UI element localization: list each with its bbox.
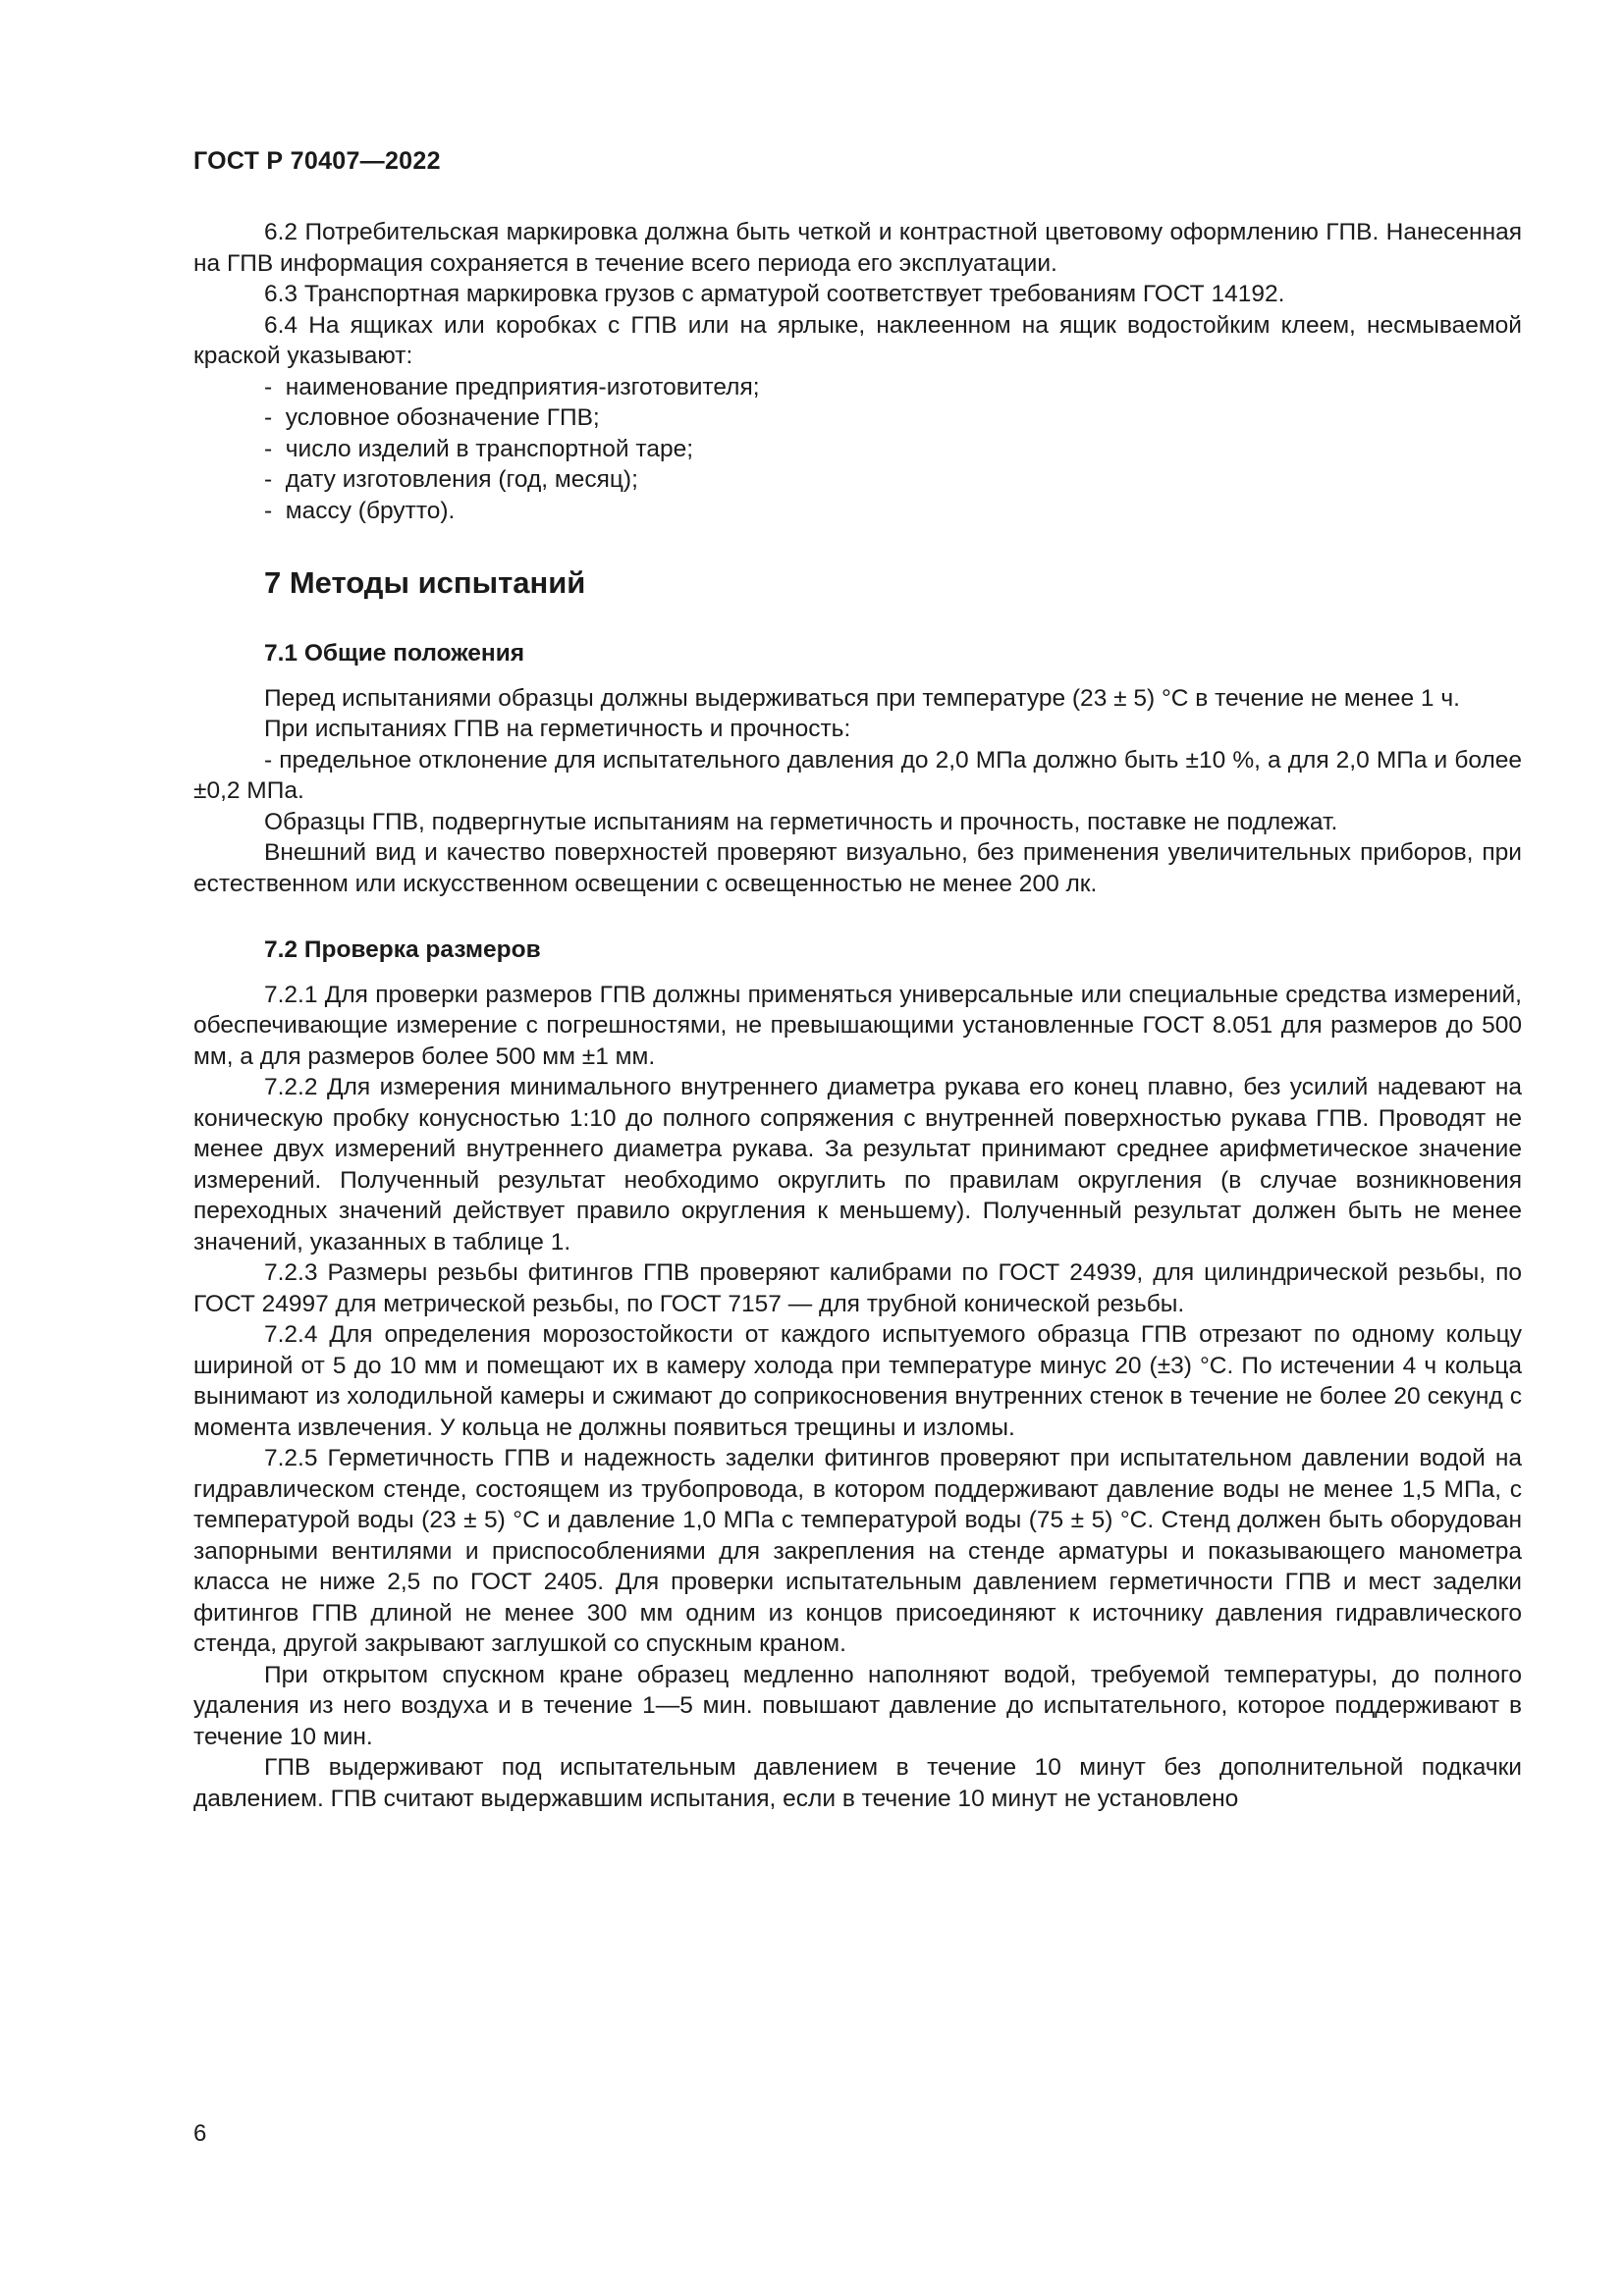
list-item: - наименование предприятия-изготовителя;	[264, 372, 1522, 403]
page-number: 6	[193, 2120, 207, 2147]
paragraph-7-1-2: При испытаниях ГПВ на герметичность и прочность:	[264, 716, 851, 742]
paragraph-7-1-3: - предельное отклонение для испытательного давления до 2,0 МПа должно быть ±10 %, а для 2,0 МПа и более ±0,2 МПа.	[193, 746, 1522, 804]
paragraph-7-1-5: Внешний вид и качество поверхностей проверяют визуально, без применения увеличительных приборов, при естественном или искусственном освещении с освещенностью не менее 200 лк.	[193, 839, 1522, 897]
paragraph-6-2: 6.2 Потребительская маркировка должна быть четкой и контрастной цветовому оформлению ГПВ. Нанесенная на ГПВ информация сохраняется в течение всего периода его эксплуатации.	[193, 219, 1522, 277]
paragraph-hold-pressure: ГПВ выдерживают под испытательным давлением в течение 10 минут без дополнительной подкачки давлением. ГПВ считают выдержавшим испытания, если в течение 10 минут не установлено	[193, 1754, 1522, 1812]
paragraph-7-2-1: 7.2.1 Для проверки размеров ГПВ должны применяться универсальные или специальные средства измерений, обеспечивающие измерение с погрешностями, не превышающими установленные ГОСТ 8.051 для размеров до 500 мм, а для размеров более 500 мм ±1 мм.	[193, 981, 1522, 1070]
subsection-7-2-title: 7.2 Проверка размеров	[264, 936, 541, 963]
list-item: - дату изготовления (год, месяц);	[264, 464, 1522, 496]
list-item: - массу (брутто).	[264, 496, 1522, 527]
paragraph-7-1-1: Перед испытаниями образцы должны выдерживаться при температуре (23 ± 5) °С в течение не менее 1 ч.	[264, 684, 1460, 712]
marking-list	[193, 372, 1522, 527]
paragraph-open-valve: При открытом спускном кране образец медленно наполняют водой, требуемой температуры, до полного удаления из него воздуха и в течение 1—5 мин. повышают давление до испытательного, которое поддерживают в течение 10 мин.	[193, 1661, 1522, 1750]
paragraph-7-2-2: 7.2.2 Для измерения минимального внутреннего диаметра рукава его конец плавно, без усилий надевают на коническую пробку конусностью 1:10 до полного сопряжения с внутренней поверхностью рукава ГПВ. Проводят не менее двух измерений внутреннего диаметра рукава. За результат принимают среднее арифметическое значение измерений. Полученный результат необходимо округлить по правилам округления (в случае возникновения переходных значений действует правило округления к меньшему). Полученный результат должен быть не менее значений, указанных в таблице 1.	[193, 1074, 1522, 1255]
paragraph-7-1-4: Образцы ГПВ, подвергнутые испытаниям на герметичность и прочность, поставке не подлежат.	[264, 808, 1338, 835]
document-page	[193, 147, 1522, 1814]
paragraph-7-2-4: 7.2.4 Для определения морозостойкости от каждого испытуемого образца ГПВ отрезают по одному кольцу шириной от 5 до 10 мм и помещают их в камеру холода при температуре минус 20 (±3) °С. По истечении 4 ч кольца вынимают из холодильной камеры и сжимают до соприкосновения внутренних стенок в течение не более 20 секунд с момента извлечения. У кольца не должны появиться трещины и изломы.	[193, 1321, 1522, 1441]
paragraph-7-2-3: 7.2.3 Размеры резьбы фитингов ГПВ проверяют калибрами по ГОСТ 24939, для цилиндрической резьбы, по ГОСТ 24997 для метрической резьбы, по ГОСТ 7157 — для трубной конической резьбы.	[193, 1259, 1522, 1317]
paragraph-6-4: 6.4 На ящиках или коробках с ГПВ или на ярлыке, наклеенном на ящик водостойким клеем, несмываемой краской указывают:	[193, 311, 1522, 369]
subsection-7-1-title: 7.1 Общие положения	[264, 640, 525, 667]
paragraph-7-2-5: 7.2.5 Герметичность ГПВ и надежность заделки фитингов проверяют при испытательном давлении водой на гидравлическом стенде, состоящем из трубопровода, в котором поддерживают давление воды не менее 1,5 МПа, с температурой воды (23 ± 5) °С и давление 1,0 МПа с температурой воды (75 ± 5) °С. Стенд должен быть оборудован запорными вентилями и приспособлениями для закрепления на стенде арматуры и показывающего манометра класса не ниже 2,5 по ГОСТ 2405. Для проверки испытательным давлением герметичности ГПВ и мест заделки фитингов ГПВ длиной не менее 300 мм одним из концов присоединяют к источнику давления гидравлического стенда, другой закрывают заглушкой со спускным краном.	[193, 1445, 1522, 1657]
list-item: - условное обозначение ГПВ;	[264, 402, 1522, 434]
paragraph-6-3: 6.3 Транспортная маркировка грузов с арматурой соответствует требованиям ГОСТ 14192.	[264, 281, 1285, 307]
section-7-title: 7 Методы испытаний	[264, 565, 586, 600]
list-item: - число изделий в транспортной таре;	[264, 434, 1522, 465]
document-header-code: ГОСТ Р 70407—2022	[193, 147, 441, 175]
